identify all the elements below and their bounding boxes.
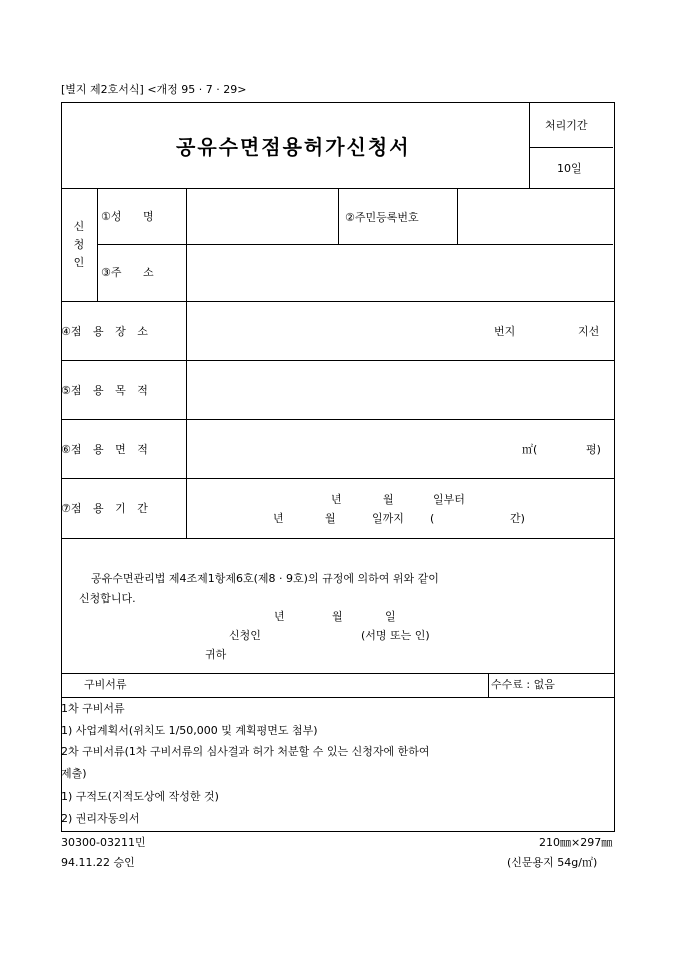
- sign-or-seal-label: (서명 또는 인): [361, 629, 430, 642]
- rule: [61, 538, 614, 539]
- doc-line: 1차 구비서류: [61, 702, 125, 715]
- applicant-sign-label: 신청인: [229, 629, 261, 642]
- area-label: ⑥점 용 면 적: [61, 443, 148, 456]
- period-to-year: 년: [273, 512, 284, 525]
- date-month: 월: [332, 610, 343, 623]
- date-year: 년: [274, 610, 285, 623]
- rule: [61, 301, 614, 302]
- form-title: 공유수면점용허가신청서: [176, 135, 411, 159]
- rule: [338, 188, 339, 244]
- form-code: 30300-03211민: [61, 836, 146, 849]
- area-unit-pyeong: 평): [586, 443, 601, 456]
- id-number-label: ②주민등록번호: [345, 211, 419, 224]
- approval-date: 94.11.22 승인: [61, 856, 135, 869]
- rule: [61, 478, 614, 479]
- rule: [61, 673, 614, 674]
- period-from-year: 년: [331, 493, 342, 506]
- doc-line: 1) 구적도(지적도상에 작성한 것): [61, 790, 219, 803]
- rule: [61, 419, 614, 420]
- name-label: ①성 명: [101, 210, 154, 223]
- date-day: 일: [385, 610, 396, 623]
- form-number: [별지 제2호서식] <개정 95 · 7 · 29>: [61, 83, 247, 96]
- area-unit-sqm: ㎡(: [522, 443, 538, 456]
- fee-label: 수수료 : 없음: [491, 678, 555, 691]
- rule: [61, 697, 614, 698]
- period-from-day: 일부터: [433, 493, 465, 506]
- place-branch-label: 지선: [578, 325, 600, 338]
- declaration-line-1: 공유수면관리법 제4조제1항제6호(제8 · 9호)의 규정에 의하여 위와 같이: [91, 572, 439, 585]
- rule: [488, 673, 489, 697]
- rule: [186, 188, 187, 538]
- doc-line: 1) 사업계획서(위치도 1/50,000 및 계획평면도 첨부): [61, 724, 318, 737]
- rule: [529, 102, 530, 188]
- doc-line: 2) 권리자동의서: [61, 812, 140, 825]
- applicant-group-text: 신 청 인: [73, 220, 85, 269]
- period-label: ⑦점 용 기 간: [61, 502, 148, 515]
- period-to-day: 일까지: [372, 512, 404, 525]
- processing-value: 10일: [557, 162, 582, 175]
- doc-line: 제출): [61, 767, 87, 780]
- paper-size: 210㎜×297㎜: [539, 836, 613, 849]
- period-from-month: 월: [383, 493, 394, 506]
- required-docs-header: 구비서류: [84, 678, 127, 691]
- purpose-label: ⑤점 용 목 적: [61, 384, 148, 397]
- rule: [97, 188, 98, 301]
- processing-label: 처리기간: [545, 119, 588, 132]
- rule: [529, 147, 613, 148]
- rule: [97, 244, 613, 245]
- applicant-group-label: [72, 218, 86, 272]
- declaration-line-2: 신청합니다.: [79, 592, 136, 605]
- doc-line: 2차 구비서류(1차 구비서류의 심사결과 허가 처분할 수 있는 신청자에 한하여: [61, 745, 430, 758]
- period-paren-close: 간): [510, 512, 525, 525]
- addressee-label: 귀하: [205, 648, 227, 661]
- place-lot-label: 번지: [494, 325, 516, 338]
- rule: [457, 188, 458, 244]
- paper-type: (신문용지 54g/㎡): [507, 856, 598, 869]
- period-paren-open: (: [430, 512, 435, 525]
- address-label: ③주 소: [101, 266, 154, 279]
- period-to-month: 월: [325, 512, 336, 525]
- place-label: ④점 용 장 소: [61, 325, 148, 338]
- rule: [61, 360, 614, 361]
